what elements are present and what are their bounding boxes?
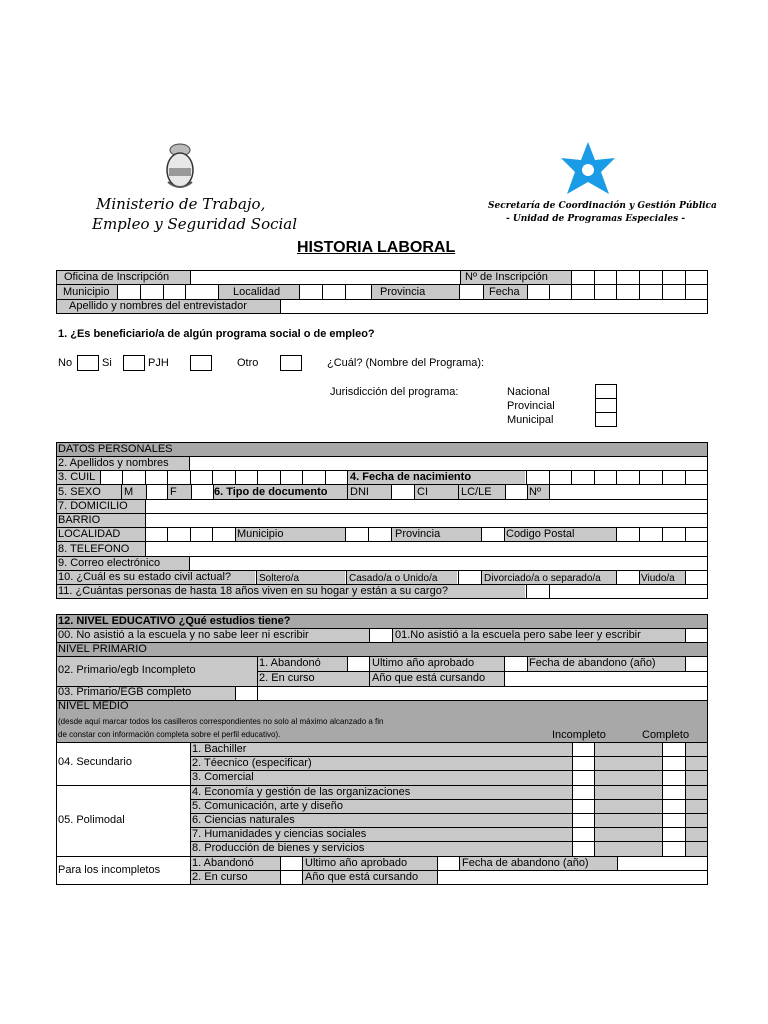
fecha-nac-label: 4. Fecha de nacimiento: [350, 471, 472, 483]
nro-inscripcion-label: Nº de Inscripción: [465, 271, 548, 283]
ministry-name-line1: Ministerio de Trabajo,: [96, 195, 266, 213]
anio-cursando2-label: Año que está cursando: [305, 871, 419, 883]
fecha-abandono2-label: Fecha de abandono (año): [462, 857, 589, 869]
sexo-m-label: M: [124, 486, 134, 498]
q1-si-checkbox[interactable]: [123, 355, 145, 371]
polimodal-1: 4. Economía y gestión de las organizaciones: [192, 786, 411, 798]
q1-no-checkbox[interactable]: [77, 355, 99, 371]
n01-label: 01.No asistió a la escuela pero sabe leer y escribir: [395, 629, 641, 641]
q1-pjh-checkbox[interactable]: [190, 355, 212, 371]
provincial-label: Provincial: [507, 400, 555, 412]
municipio-label: Municipio: [63, 286, 110, 298]
bachiller-label: 1. Bachiller: [192, 743, 247, 755]
star-logo-icon: [555, 140, 621, 200]
polimodal-3: 6. Ciencias naturales: [192, 814, 295, 826]
fecha-abandono-label: Fecha de abandono (año): [529, 657, 656, 669]
en-curso-label: 2. En curso: [259, 672, 315, 684]
ci-label: CI: [417, 486, 428, 498]
medio-header: NIVEL MEDIO: [58, 700, 129, 712]
casado-label: Casado/a o Unido/a: [349, 573, 438, 584]
domicilio-label: 7. DOMICILIO: [58, 500, 128, 512]
correo-label: 9. Correo electrónico: [58, 557, 161, 569]
nota-line2: de constar con información completa sobre el perfil educativo).: [58, 730, 281, 739]
codigo-postal-label: Codigo Postal: [506, 528, 575, 540]
ministry-logo: [90, 140, 298, 240]
page-title: HISTORIA LABORAL: [297, 239, 456, 256]
q1-no-label: No: [58, 357, 73, 369]
polimodal-4: 7. Humanidades y ciencias sociales: [192, 828, 367, 840]
cuil-label: 3. CUIL: [58, 471, 96, 483]
localidad-label-2: LOCALIDAD: [58, 528, 121, 540]
soltero-label: Soltero/a: [259, 573, 300, 584]
nota-line1: (desde aquí marcar todos los casilleros correspondientes no solo al máximo alcanzado a fin: [58, 717, 384, 726]
polimodal-2: 5. Comunicación, arte y diseño: [192, 800, 344, 812]
provincia-label: Provincia: [380, 286, 426, 298]
oficina-label: Oficina de Inscripción: [64, 271, 170, 283]
sexo-f-label: F: [170, 486, 177, 498]
primario-header: NIVEL PRIMARIO: [58, 643, 147, 655]
abandono2-label: 1. Abandonó: [192, 857, 254, 869]
jurisdiccion-checkbox-group[interactable]: [595, 384, 617, 427]
ministry-name-line2: Empleo y Seguridad Social: [92, 215, 298, 233]
secretaria-line2: - Unidad de Programas Especiales -: [506, 214, 686, 224]
barrio-label: BARRIO: [58, 514, 101, 526]
en-curso2-label: 2. En curso: [192, 871, 248, 883]
tecnico-label: 2. Téecnico (especificar): [192, 757, 312, 769]
prim-comp-label: 03. Primario/EGB completo: [58, 686, 192, 698]
q1-otro-label: Otro: [237, 357, 259, 369]
n00-label: 00. No asistió a la escuela y no sabe leer ni escribir: [58, 629, 309, 641]
comercial-label: 3. Comercial: [192, 771, 254, 783]
fecha-label: Fecha: [489, 286, 520, 298]
polimodal-label: 05. Polimodal: [58, 814, 125, 826]
divorciado-label: Divorciado/a o separado/a: [484, 573, 601, 584]
ultimo-anio-label: Ultimo año aprobado: [372, 657, 475, 669]
prim-inc-label: 02. Primario/egb Incompleto: [58, 664, 196, 676]
q1-pjh-label: PJH: [148, 357, 169, 369]
viudo-label: Viudo/a: [641, 573, 675, 584]
incompleto-header: Incompleto: [552, 729, 606, 741]
q1-question: 1. ¿Es beneficiario/a de algún programa social o de empleo?: [58, 328, 375, 340]
educ-header: 12. NIVEL EDUCATIVO ¿Qué estudios tiene?: [58, 615, 291, 627]
datos-header: DATOS PERSONALES: [58, 443, 173, 455]
coat-of-arms-icon: [162, 142, 198, 190]
q1-cual-label: ¿Cuál? (Nombre del Programa):: [327, 357, 485, 369]
secundario-label: 04. Secundario: [58, 756, 132, 768]
jurisdiccion-label: Jurisdicción del programa:: [330, 386, 459, 398]
tipo-doc-label: 6. Tipo de documento: [214, 486, 328, 498]
secretaria-line1: Secretaría de Coordinación y Gestión Pública: [488, 201, 717, 211]
nro-doc-label: Nº: [529, 486, 541, 498]
polimodal-5: 8. Producción de bienes y servicios: [192, 842, 365, 854]
menores-label: 11. ¿Cuántas personas de hasta 18 años viven en su hogar y están a su cargo?: [58, 585, 448, 597]
municipal-label: Municipal: [507, 414, 554, 426]
apellidos-label: 2. Apellidos y nombres: [58, 457, 169, 469]
q1-otro-checkbox[interactable]: [280, 355, 302, 371]
anio-cursando-label: Año que está cursando: [372, 672, 486, 684]
localidad-label: Localidad: [233, 286, 281, 298]
para-incompletos-label: Para los incompletos: [58, 864, 161, 876]
estado-civil-label: 10. ¿Cuál es su estado civil actual?: [58, 571, 232, 583]
sexo-label: 5. SEXO: [58, 486, 101, 498]
dni-label: DNI: [350, 486, 369, 498]
completo-header: Completo: [642, 729, 690, 741]
municipio-label-2: Municipio: [237, 528, 284, 540]
provincia-label-2: Provincia: [395, 528, 441, 540]
entrevistador-label: Apellido y nombres del entrevistador: [69, 300, 247, 312]
abandono-label: 1. Abandonó: [259, 657, 321, 669]
lcle-label: LC/LE: [461, 486, 492, 498]
ultimo-anio2-label: Ultimo año aprobado: [305, 857, 408, 869]
telefono-label: 8. TELEFONO: [58, 543, 130, 555]
nacional-label: Nacional: [507, 386, 550, 398]
q1-si-label: Si: [102, 357, 112, 369]
